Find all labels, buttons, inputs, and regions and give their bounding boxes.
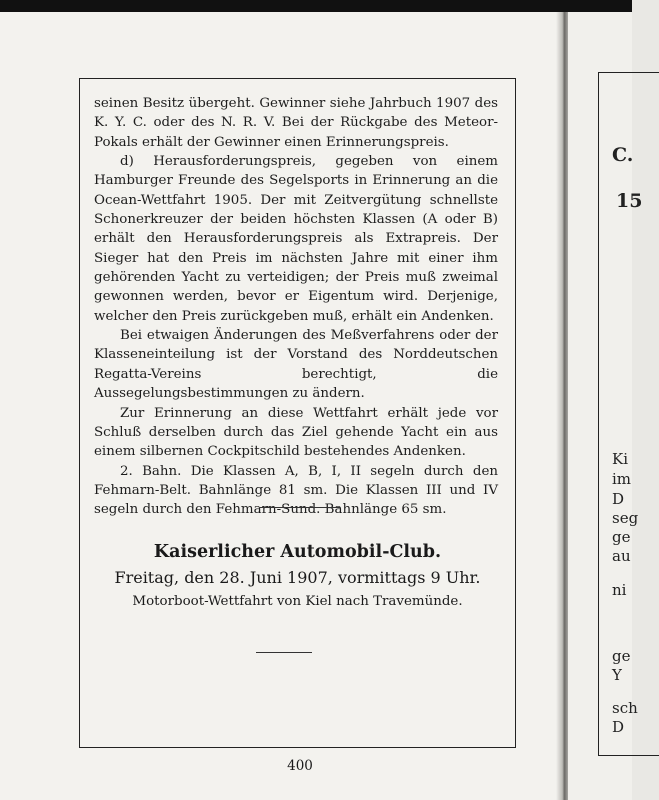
right-fragment: ge (612, 528, 631, 546)
paragraph-challenge-prize: d) Herausforderungspreis, gegeben von einem Hamburger Freunde des Segelsports in Erinnerung an die Ocean-Wettfahrt 1905. Der mit Zeitvergütung schnellste Schonerkreuzer der beiden höchsten Klassen (A oder B) erhält den Herausforderungspreis als Extrapreis. Der Sieger hat den Preis im nächsten Jahre mit einer ihm gehörenden Yacht zu verteidigen; der Preis muß zweimal gewonnen werden, bevor er Eigentum wird. Derjenige, welcher den Preis zurückgeben muß, erhält ein Andenken. (94, 154, 498, 324)
paragraph-memento: Zur Erinnerung an diese Wettfahrt erhält jede vor Schluß derselben durch das Ziel gehende Yacht ein aus einem silbernen Cockpitschild bestehendes Andenken. (94, 405, 498, 460)
paragraph-continuation: seinen Besitz übergeht. Gewinner siehe Jahrbuch 1907 des K. Y. C. oder des N. R. V. Bei der Rückgabe des Meteor-Pokals erhält der Gewinner einen Erinnerungspreis. (94, 96, 498, 150)
right-fragment: im (612, 470, 632, 488)
right-fragment: ni (612, 581, 627, 599)
paragraph-course: 2. Bahn. Die Klassen A, B, I, II segeln durch den Fehmarn-Belt. Bahnlänge 81 sm. Die Klassen III und IV segeln durch den Fehmarn-Sund. Bahnlänge 65 sm. (94, 463, 498, 518)
right-fragment: ge (612, 647, 631, 665)
body-text (94, 94, 498, 520)
right-fragment: D (612, 490, 625, 508)
right-fragment: C. (612, 144, 634, 166)
right-fragment: Ki (612, 450, 629, 468)
right-fragment: 15 (616, 190, 643, 212)
right-fragment: sch (612, 699, 638, 717)
right-fragment: seg (612, 509, 639, 527)
race-title: Motorboot-Wettfahrt von Kiel nach Travemünde. (132, 594, 463, 609)
divider-rule (256, 652, 312, 653)
paragraph-class-changes: Bei etwaigen Änderungen des Meßverfahrens oder der Klasseneinteilung ist der Vorstand des Norddeutschen Regatta-Vereins berechtigt, die Aussegelungsbestimmungen zu ändern. (94, 328, 498, 402)
right-fragment: D (612, 718, 625, 736)
right-page (568, 12, 643, 800)
club-heading: Kaiserlicher Automobil-Club. (153, 542, 442, 562)
right-fragment: au (612, 547, 631, 565)
event-date: Freitag, den 28. Juni 1907, vormittags 9 Uhr. (114, 568, 481, 587)
page-number: 400 (287, 758, 313, 774)
divider-rule (260, 507, 340, 508)
right-fragment: Y (612, 666, 622, 684)
